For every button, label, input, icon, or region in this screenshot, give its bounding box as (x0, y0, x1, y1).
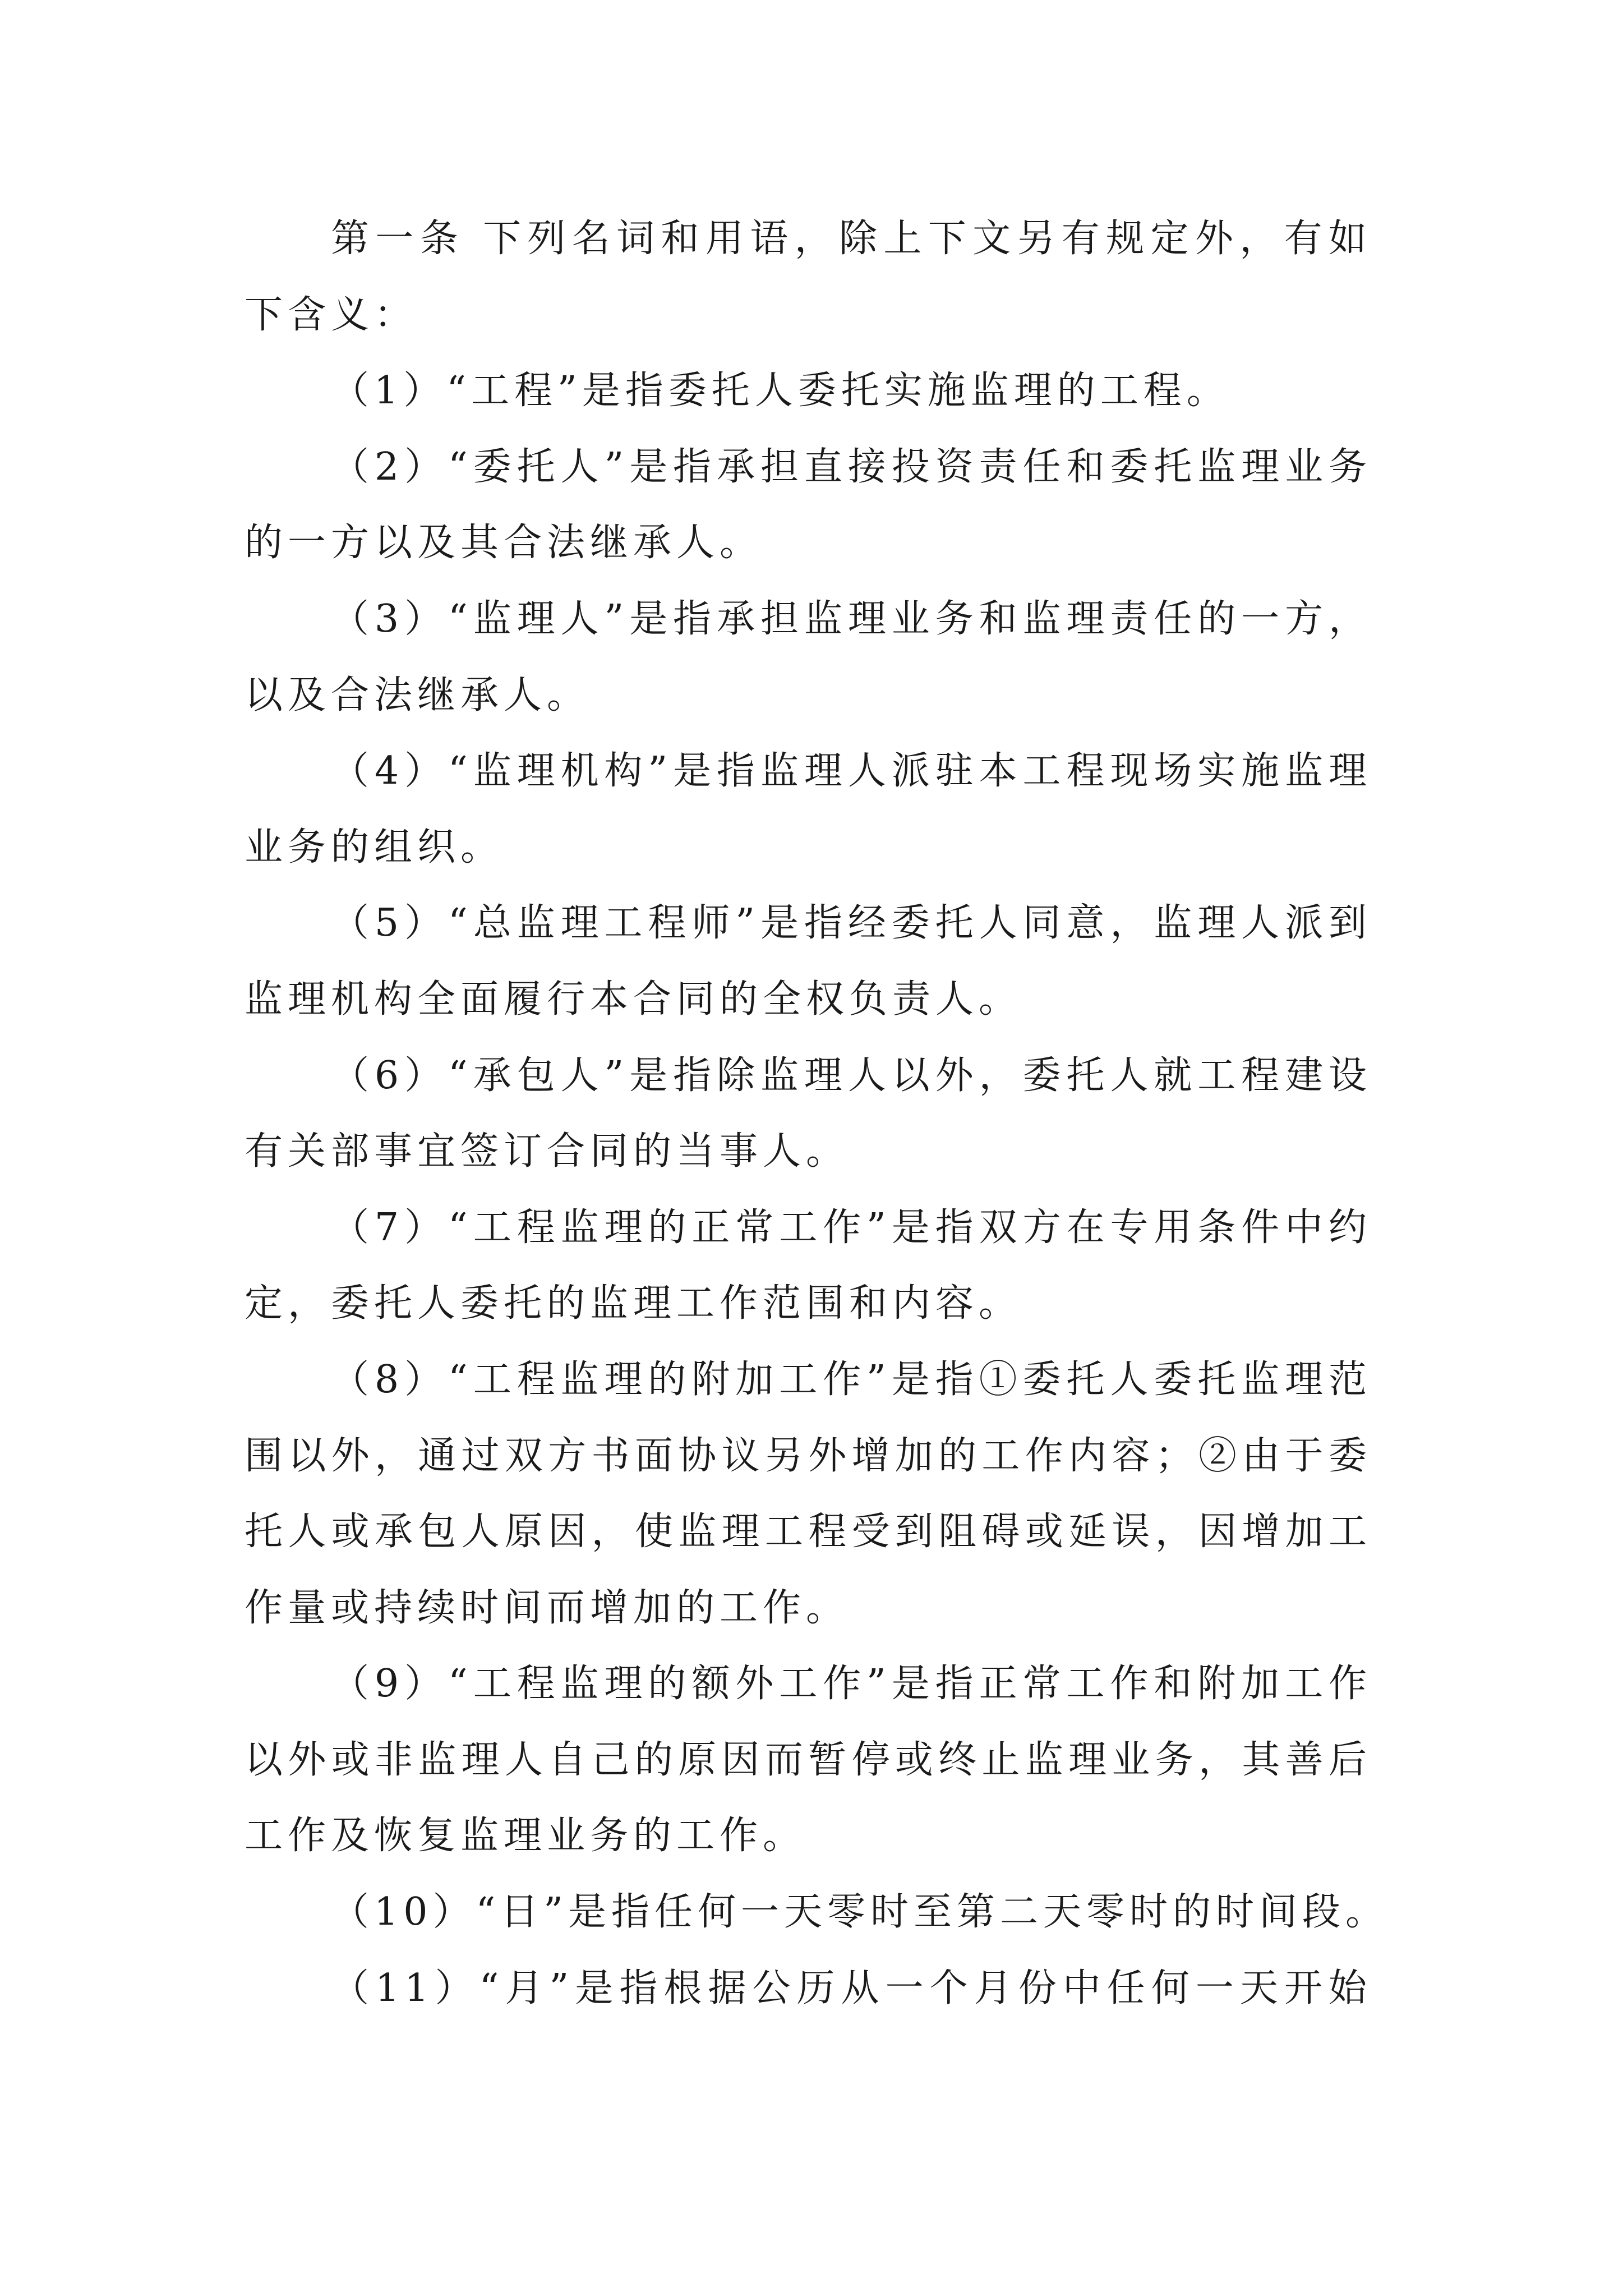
text-line: 第一条 下列名词和用语，除上下文另有规定外，有如 (331, 217, 1372, 261)
text-line: 定，委托人委托的监理工作范围和内容。 (245, 1281, 1022, 1326)
text-line: （1）“工程”是指委托人委托实施监理的工程。 (331, 369, 1230, 413)
text-line: 作量或持续时间而增加的工作。 (245, 1585, 850, 1630)
text-line: （10）“日”是指任何一天零时至第二天零时的时间段。 (331, 1890, 1389, 1935)
text-line: （5）“总监理工程师”是指经委托人同意，监理人派到 (331, 901, 1372, 946)
text-line: 以及合法继承人。 (245, 673, 591, 717)
text-line: 托人或承包人原因，使监理工程受到阻碍或延误，因增加工 (245, 1510, 1372, 1554)
text-line: 业务的组织。 (245, 825, 504, 869)
definition-item-3 (245, 581, 1372, 733)
article-heading-paragraph (245, 201, 1372, 353)
text-line: 有关部事宜签订合同的当事人。 (245, 1129, 850, 1174)
article-body (245, 201, 1389, 2026)
definition-item-1 (245, 353, 1372, 429)
text-line: 工作及恢复监理业务的工作。 (245, 1814, 806, 1858)
text-line: （2）“委托人”是指承担直接投资责任和委托监理业务 (331, 444, 1372, 489)
text-line: （3）“监理人”是指承担监理业务和监理责任的一方， (331, 596, 1372, 641)
definition-item-11 (245, 1950, 1372, 2027)
text-line: 围以外，通过双方书面协议另外增加的工作内容；②由于委 (245, 1433, 1372, 1478)
text-line: （9）“工程监理的额外工作”是指正常工作和附加工作 (331, 1662, 1372, 1706)
text-line: （8）“工程监理的附加工作”是指①委托人委托监理范 (331, 1357, 1372, 1402)
text-line: 监理机构全面履行本合同的全权负责人。 (245, 977, 1022, 1022)
text-line: （7）“工程监理的正常工作”是指双方在专用条件中约 (331, 1205, 1372, 1250)
definition-item-9 (245, 1646, 1372, 1874)
definition-item-5 (245, 885, 1372, 1037)
text-line: （4）“监理机构”是指监理人派驻本工程现场实施监理 (331, 749, 1372, 794)
definition-item-10 (245, 1874, 1389, 1950)
definition-item-2 (245, 429, 1372, 581)
definition-item-8 (245, 1342, 1372, 1646)
text-line: 以外或非监理人自己的原因而暂停或终止监理业务，其善后 (245, 1737, 1372, 1782)
definition-item-7 (245, 1190, 1372, 1342)
definition-item-6 (245, 1038, 1372, 1190)
text-line: 下含义： (245, 292, 418, 337)
definition-item-4 (245, 733, 1372, 885)
text-line: 的一方以及其合法继承人。 (245, 521, 763, 565)
text-line: （6）“承包人”是指除监理人以外，委托人就工程建设 (331, 1053, 1372, 1098)
text-line: （11）“月”是指根据公历从一个月份中任何一天开始 (331, 1966, 1372, 2010)
